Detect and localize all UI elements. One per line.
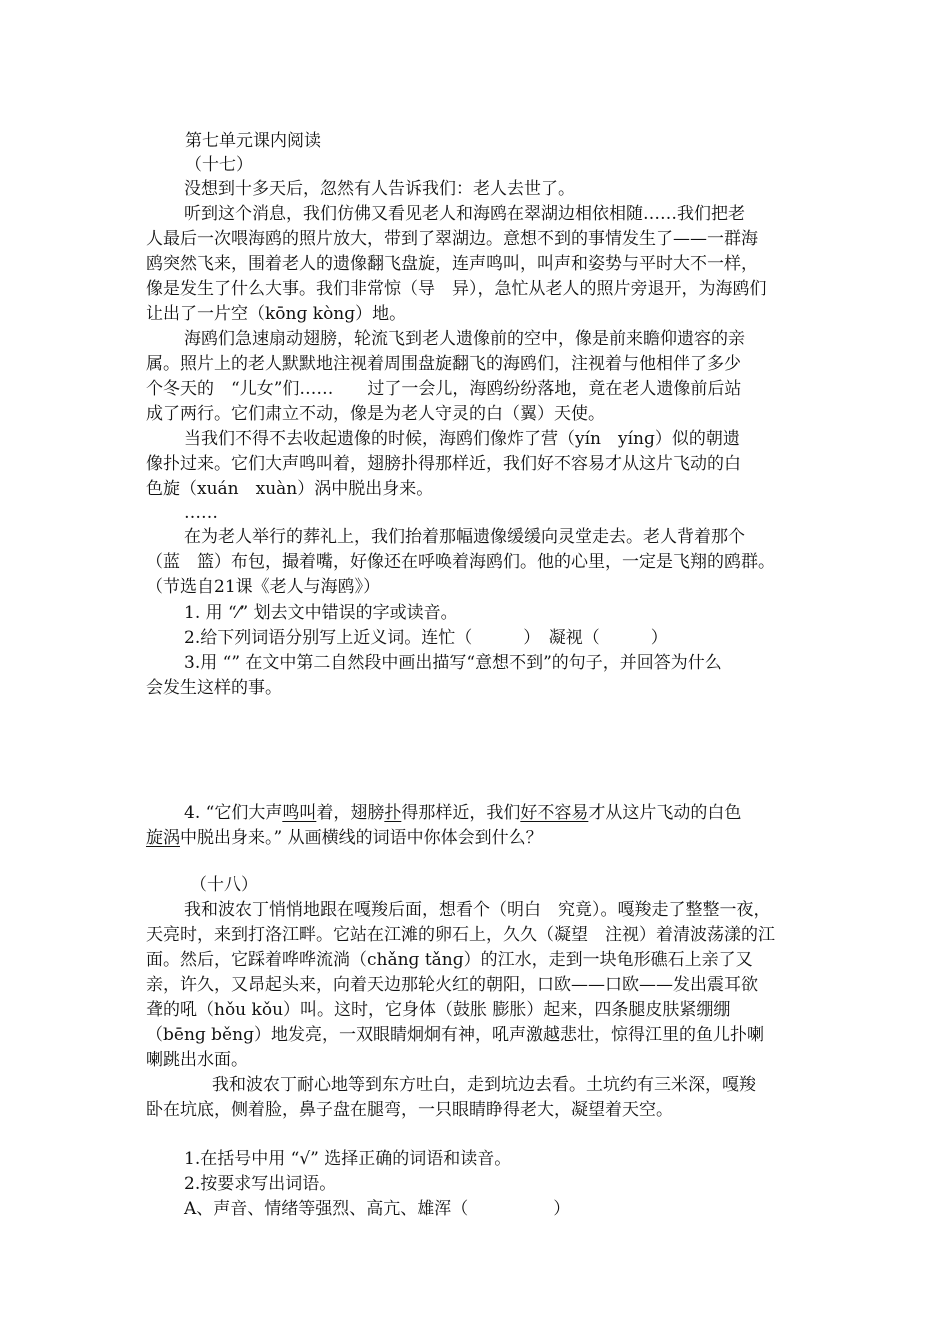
- s18-line-7: 喇跳出水面。: [146, 1050, 248, 1070]
- s17-line-4: 鸥突然飞来，围着老人的遗像翻飞盘旋，连声鸣叫，叫声和姿势与平时大不一样，: [146, 254, 758, 274]
- s18-line-5: 聋的吼（hǒu kǒu）叫。这时，它身体（鼓胀 膨胀）起来，四条腿皮肤紧绷绷: [146, 1000, 731, 1020]
- s17-line-10: 成了两行。它们肃立不动，像是为老人守灵的白（翼）天使。: [146, 404, 605, 424]
- s17-ellipsis: ……: [184, 503, 218, 523]
- s17-question-2: 2.给下列词语分别写上近义词。连忙（ ） 凝视（ ）: [184, 628, 668, 648]
- s18-line-6: （bēnɡ běnɡ）地发亮，一双眼睛炯炯有神，吼声激越悲壮，惊得江里的鱼儿扑喇: [146, 1025, 764, 1045]
- s17-line-14: 在为老人举行的葬礼上，我们抬着那幅遗像缓缓向灵堂走去。老人背着那个: [184, 527, 745, 547]
- s17-line-12: 像扑过来。它们大声鸣叫着，翅膀扑得那样近，我们好不容易才从这片飞动的白: [146, 454, 741, 474]
- s17-line-15: （蓝 篮）布包，撮着嘴，好像还在呼唤着海鸥们。他的心里，一定是飞翔的鸥群。: [146, 552, 775, 572]
- s17-line-5: 像是发生了什么大事。我们非常惊（导 异），急忙从老人的照片旁退开，为海鸥们: [146, 279, 767, 299]
- s17-source: （节选自21课《老人与海鸥》）: [146, 577, 381, 597]
- s17-line-9: 个冬天的 “儿女”们…… 过了一会儿，海鸥纷纷落地，竟在老人遗像前后站: [146, 379, 742, 399]
- s17-line-8: 属。照片上的老人默默地注视着周围盘旋翻飞的海鸥们，注视着与他相伴了多少: [146, 354, 741, 374]
- q4-underlined-haoburongyi: 好不容易: [520, 803, 589, 823]
- s18-question-2: 2.按要求写出词语。: [184, 1174, 337, 1194]
- s18-line-4: 亲，许久，又昂起头来，向着天边那轮火红的朝阳，口欧——口欧——发出震耳欲: [146, 975, 758, 995]
- s17-question-4-cont: [146, 825, 543, 851]
- s17-line-7: 海鸥们急速扇动翅膀，轮流飞到老人遗像前的空中，像是前来瞻仰遗容的亲: [184, 329, 745, 349]
- s18-line-2: 天亮时，来到打洛江畔。它站在江滩的卵石上，久久（凝望 注视）着清波荡漾的江: [146, 925, 775, 945]
- q4-underlined-pu: 扑: [384, 803, 402, 823]
- s17-line-13: 色旋（xuán xuàn）涡中脱出身来。: [146, 479, 434, 499]
- s17-line-6: 让出了一片空（kōnɡ kònɡ）地。: [146, 304, 407, 324]
- unit-title: 第七单元课内阅读: [185, 131, 321, 151]
- s18-line-1: 我和波农丁悄悄地跟在嘎羧后面，想看个（明白 究竟）。嘎羧走了整整一夜，: [184, 900, 771, 920]
- s18-question-2a: A、声音、情绪等强烈、高亢、雄浑（ ）: [184, 1199, 571, 1219]
- section-18-label: （十八）: [190, 875, 258, 895]
- q4-underlined-mingjiao: 鸣叫: [282, 803, 317, 823]
- q4-text-5: 中脱出身来。” 从画横线的词语中你体会到什么？: [180, 828, 543, 848]
- s17-question-4: [184, 800, 741, 826]
- section-17-label: （十七）: [185, 155, 253, 175]
- s17-question-1: 1. 用 “⁄” 划去文中错误的字或读音。: [184, 603, 458, 623]
- s17-question-3: 3.用 “” 在文中第二自然段中画出描写“意想不到”的句子，并回答为什么: [184, 653, 722, 673]
- s18-line-9: 卧在坑底，侧着脸，鼻子盘在腿弯，一只眼睛睁得老大，凝望着天空。: [146, 1100, 673, 1120]
- q4-text-2: 着，翅膀: [316, 803, 385, 823]
- q4-underlined-xuanwo: 旋涡: [146, 828, 180, 848]
- s17-line-11: 当我们不得不去收起遗像的时候，海鸥们像炸了营（yín yínɡ）似的朝遗: [184, 429, 740, 449]
- s17-question-3-cont: 会发生这样的事。: [146, 678, 282, 698]
- q4-text-1: 4. “它们大声: [184, 803, 283, 823]
- s18-question-1: 1.在括号中用 “√” 选择正确的词语和读音。: [184, 1149, 512, 1169]
- s18-line-8: 我和波农丁耐心地等到东方吐白，走到坑边去看。土坑约有三米深，嘎羧: [212, 1075, 756, 1095]
- s17-line-1: 没想到十多天后，忽然有人告诉我们：老人去世了。: [184, 179, 575, 199]
- q4-text-4: 才从这片飞动的白色: [588, 803, 742, 823]
- s17-line-2: 听到这个消息，我们仿佛又看见老人和海鸥在翠湖边相依相随……我们把老: [184, 204, 745, 224]
- s18-line-3: 面。然后，它踩着哗哗流淌（chǎnɡ tǎnɡ）的江水，走到一块龟形礁石上亲了又: [146, 950, 753, 970]
- q4-text-3: 得那样近，我们: [401, 803, 521, 823]
- s17-line-3: 人最后一次喂海鸥的照片放大，带到了翠湖边。意想不到的事情发生了——一群海: [146, 229, 758, 249]
